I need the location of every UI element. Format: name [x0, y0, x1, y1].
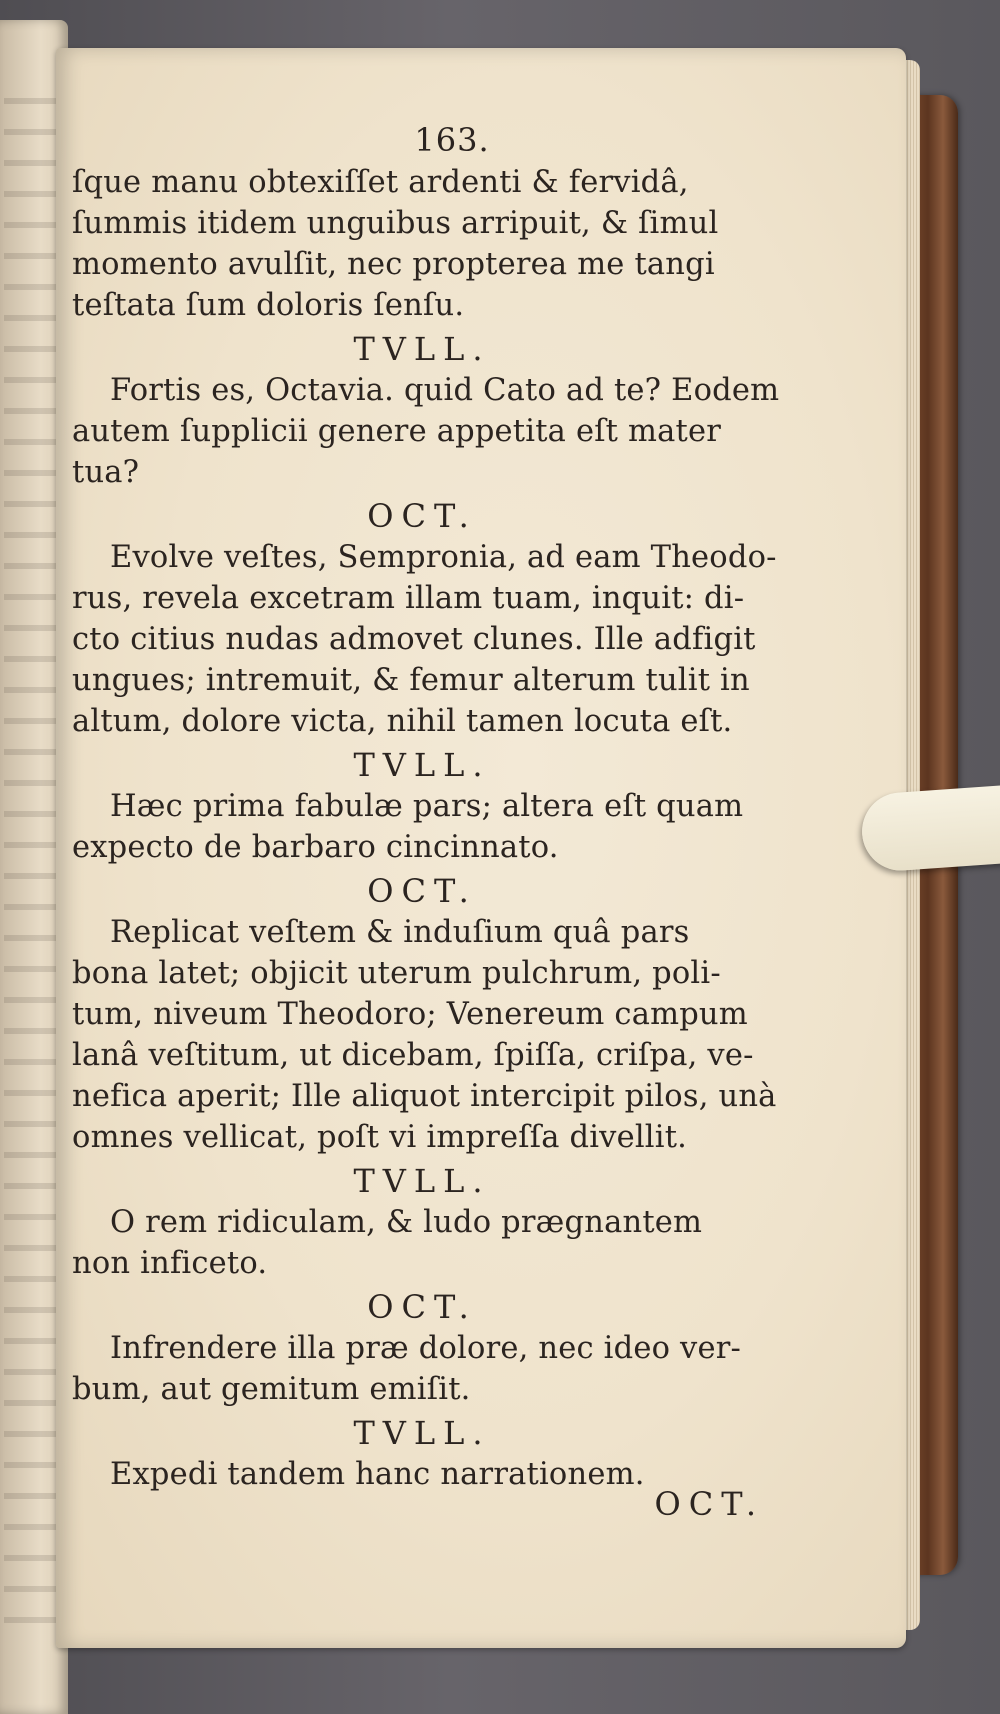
speaker-heading: TVLL. — [353, 330, 491, 368]
text-line: cto citius nudas admovet clunes. Ille adfigit — [72, 622, 756, 657]
text-line-paragraph-start: Infrendere illa præ dolore, nec ideo ver- — [110, 1331, 742, 1366]
text-line: lanâ veſtitum, ut dicebam, ſpiſſa, criſpa, ve- — [72, 1038, 754, 1073]
text-line: expecto de barbaro cincinnato. — [72, 830, 559, 865]
text-line: tum, niveum Theodoro; Venereum campum — [72, 997, 748, 1032]
speaker-heading: TVLL. — [353, 1414, 491, 1452]
text-line: rus, revela excetram illam tuam, inquit: di- — [72, 581, 745, 616]
text-line: ungues; intremuit, & femur alterum tulit in — [72, 663, 750, 698]
text-line-paragraph-start: Fortis es, Octavia. quid Cato ad te? Eodem — [110, 373, 780, 408]
text-lines — [72, 162, 780, 1525]
text-line: omnes vellicat, poſt vi impreſſa divellit. — [72, 1120, 688, 1155]
text-line: ſque manu obtexiſſet ardenti & fervidâ, — [72, 165, 689, 200]
text-line: non inficeto. — [72, 1246, 268, 1281]
text-line: autem ſupplicii genere appetita eſt mater — [72, 414, 722, 449]
page-text-block — [72, 118, 780, 1525]
text-line-paragraph-start: Evolve veſtes, Sempronia, ad eam Theodo- — [110, 540, 777, 575]
speaker-heading: TVLL. — [353, 746, 491, 784]
facing-page-text — [4, 80, 60, 1640]
text-line: teſtata ſum doloris ſenſu. — [72, 288, 465, 323]
speaker-heading: OCT. — [367, 497, 477, 535]
text-line: altum, dolore victa, nihil tamen locuta eſt. — [72, 704, 733, 739]
bookmark-strip — [859, 785, 1000, 873]
speaker-heading-catchword: OCT. — [654, 1485, 764, 1523]
speaker-heading: OCT. — [367, 1288, 477, 1326]
text-line: ſummis itidem unguibus arripuit, & ſimul — [72, 206, 719, 241]
speaker-heading: TVLL. — [353, 1162, 491, 1200]
speaker-heading: OCT. — [367, 872, 477, 910]
text-line-paragraph-start: O rem ridiculam, & ludo prægnantem — [110, 1205, 703, 1240]
page-number: 163. — [414, 121, 490, 159]
text-line-paragraph-start: Replicat veſtem & induſium quâ pars — [110, 915, 690, 950]
text-line: bona latet; objicit uterum pulchrum, poli- — [72, 956, 721, 991]
text-line: bum, aut gemitum emiſit. — [72, 1372, 471, 1407]
text-line-paragraph-start: Expedi tandem hanc narrationem. — [110, 1457, 645, 1492]
text-line: momento avulſit, nec propterea me tangi — [72, 247, 715, 282]
text-line-paragraph-start: Hæc prima fabulæ pars; altera eſt quam — [110, 789, 744, 824]
text-line: tua? — [72, 455, 140, 490]
text-line: nefica aperit; Ille aliquot intercipit pilos, unà — [72, 1079, 777, 1114]
